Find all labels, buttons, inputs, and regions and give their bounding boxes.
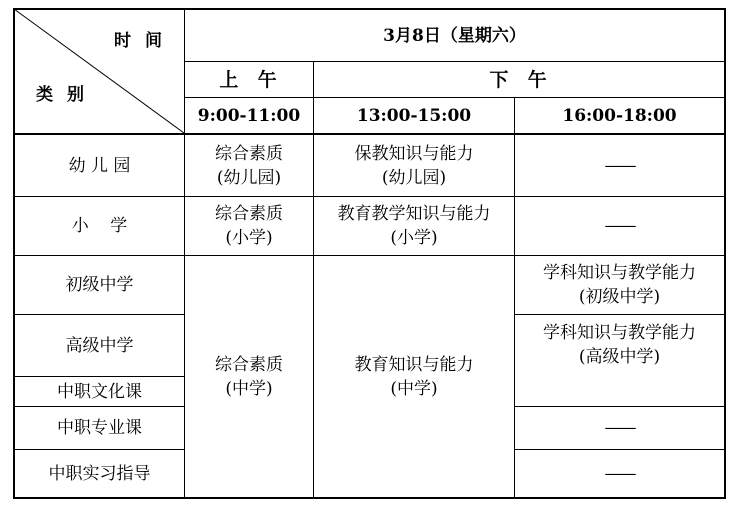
kindergarten-morning-subject: 综合素质 (幼儿园) xyxy=(215,143,283,188)
vocational-practice-afternoon2-subject: —— xyxy=(604,463,635,484)
corner-time-label: 时 间 xyxy=(114,31,166,51)
category-vocational-culture: 中职文化课 xyxy=(57,381,142,402)
session-afternoon: 下 午 xyxy=(489,68,549,91)
category-vocational-practice: 中职实习指导 xyxy=(48,463,151,484)
category-junior-middle: 初级中学 xyxy=(65,275,134,295)
category-senior-middle: 高级中学 xyxy=(65,335,134,356)
category-primary: 小 学 xyxy=(71,216,128,236)
session-morning: 上 午 xyxy=(219,68,279,91)
junior-afternoon2-subject: 学科知识与教学能力 (初级中学) xyxy=(543,263,696,307)
primary-afternoon2-subject: —— xyxy=(604,216,635,236)
category-kindergarten: 幼 儿 园 xyxy=(68,155,131,176)
primary-morning-subject: 综合素质 (小学) xyxy=(215,204,283,248)
border-right xyxy=(724,8,726,499)
kindergarten-afternoon2-subject: —— xyxy=(604,155,635,176)
secondary-morning-subject: 综合素质 (中学) xyxy=(215,354,283,399)
time-slot-3: 16:00-18:00 xyxy=(562,105,677,126)
corner-category-label: 类 别 xyxy=(36,85,88,105)
time-slot-2: 13:00-15:00 xyxy=(356,105,472,126)
exam-date: 3月8日（星期六） xyxy=(383,25,526,46)
vocational-major-afternoon2-subject: —— xyxy=(604,418,635,438)
border-bottom xyxy=(13,497,726,499)
senior-afternoon2-subject: 学科知识与教学能力 (高级中学) xyxy=(543,323,696,367)
primary-afternoon1-subject: 教育教学知识与能力 (小学) xyxy=(337,204,491,248)
secondary-afternoon1-subject: 教育知识与能力 (中学) xyxy=(354,354,474,399)
category-vocational-major: 中职专业课 xyxy=(57,418,142,438)
kindergarten-afternoon1-subject: 保教知识与能力 (幼儿园) xyxy=(354,143,474,188)
time-slot-1: 9:00-11:00 xyxy=(197,105,301,126)
